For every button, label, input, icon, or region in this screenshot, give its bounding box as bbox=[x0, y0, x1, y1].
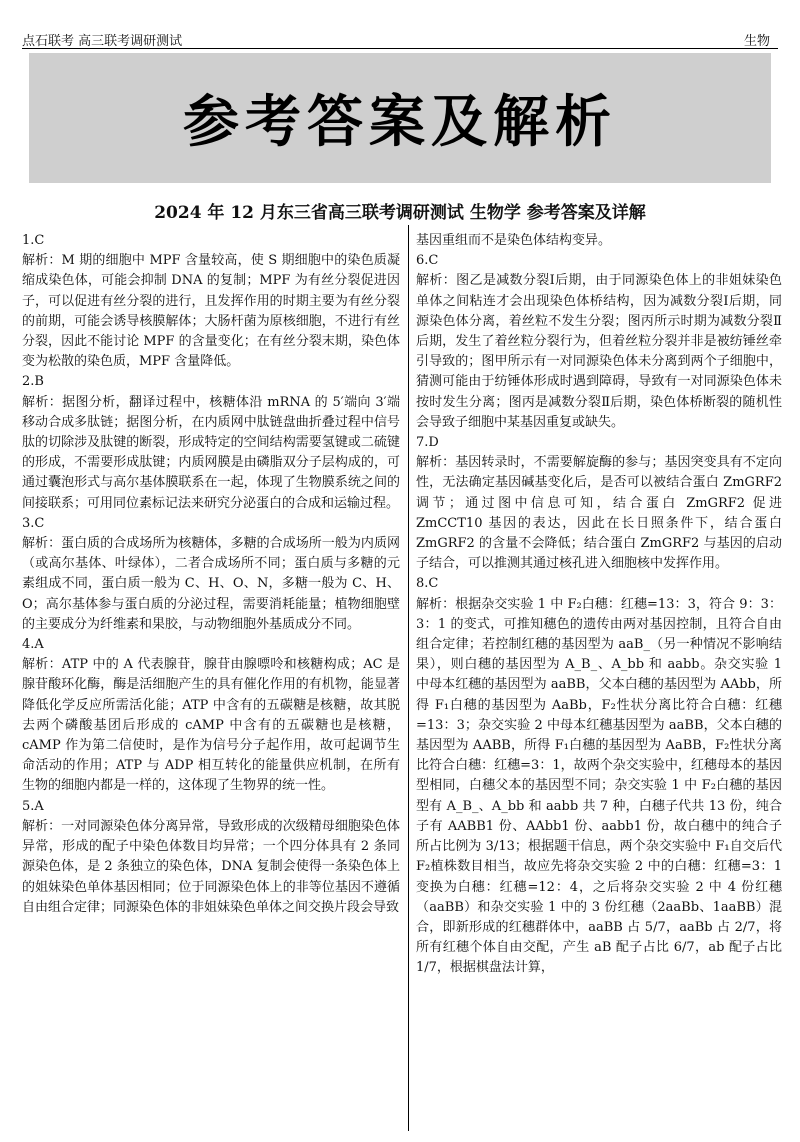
answer-label: 7.D bbox=[416, 435, 439, 451]
question-item bbox=[22, 372, 400, 513]
question-item bbox=[22, 635, 400, 797]
answer-label: 2.B bbox=[22, 374, 44, 390]
question-item bbox=[416, 574, 782, 978]
explanation-text: 解析：ATP 中的 A 代表腺苷，腺苷由腺嘌呤和核糖构成；AC 是腺苷酸环化酶，酶是活细胞产生的具有催化作用的有机物，能显著降低化学反应所需活化能；ATP 中含有的五碳糖是核糖，故其脱去两个磷酸基团后形成的 cAMP 中含有的五碳糖也是核糖，cAMP 作为第二信使时，是作为信号分子起作用，故可起调节生命活动的作用；ATP 与 ADP 相互转化的能量供应机制，在所有生物的细胞内都是一样的，这体现了生物界的统一性。 bbox=[22, 657, 400, 794]
answer-label: 5.A bbox=[22, 798, 44, 814]
explanation-text: 解析：据图分析，翻译过程中，核糖体沿 mRNA 的 5′端向 3′端移动合成多肽链；据图分析，在内质网中肽链盘曲折叠过程中信号肽的切除涉及肽键的断裂，形成特定的空间结构需要氢键或二硫键的形成，不需要形成肽键；内质网膜是由磷脂双分子层构成的，可通过囊泡形式与高尔基体膜联系在一起，体现了生物膜系统之间的间接联系；可用同位素标记法来研究分泌蛋白的合成和运输过程。 bbox=[22, 394, 400, 511]
left-column bbox=[22, 231, 400, 918]
question-item bbox=[416, 251, 782, 433]
answer-label: 3.C bbox=[22, 515, 45, 531]
answer-label: 4.A bbox=[22, 637, 44, 653]
explanation-text: 解析：一对同源染色体分离异常，导致形成的次级精母细胞染色体异常，形成的配子中染色体数目均异常；一个四分体具有 2 条同源染色体，是 2 条独立的染色体，DNA 复制会使得一条染色体上的姐妹染色单体基因相同；位于同源染色体上的非等位基因不遵循自由组合定律；同源染色体的非姐妹染色单体之间交换片段会导致 bbox=[22, 818, 400, 915]
question-item bbox=[416, 433, 782, 574]
page-header bbox=[22, 30, 778, 50]
question-item bbox=[22, 797, 400, 918]
right-column bbox=[416, 231, 782, 979]
explanation-text: 基因重组而不是染色体结构变异。 bbox=[416, 233, 612, 248]
answer-label: 8.C bbox=[416, 576, 439, 592]
header-exam-name: 点石联考 高三联考调研测试 bbox=[22, 34, 183, 49]
answer-label: 6.C bbox=[416, 253, 439, 269]
question-item bbox=[22, 514, 400, 635]
question-item bbox=[416, 231, 782, 251]
explanation-text: 解析：基因转录时，不需要解旋酶的参与；基因突变具有不定向性，无法确定基因碱基变化后，是否可以被结合蛋白 ZmGRF2 调节；通过图中信息可知，结合蛋白 ZmGRF2 促进 ZmCCT10 基因的表达，因此在长日照条件下，结合蛋白 ZmGRF2 的含量不会降低；结合蛋白 ZmGRF2 与基因的启动子结合，可以推测其通过核孔进入细胞核中发挥作用。 bbox=[416, 455, 782, 572]
explanation-text: 解析：蛋白质的合成场所为核糖体，多糖的合成场所一般为内质网（或高尔基体、叶绿体），二者合成场所不同；蛋白质与多糖的元素组成不同，蛋白质一般为 C、H、O、N，多糖一般为 C、H、O；高尔基体参与蛋白质的分泌过程，需要消耗能量；植物细胞壁的主要成分为纤维素和果胶，与动物细胞外基质成分不同。 bbox=[22, 536, 400, 632]
explanation-text: 解析：M 期的细胞中 MPF 含量较高，使 S 期细胞中的染色质凝缩成染色体，可能会抑制 DNA 的复制；MPF 为有丝分裂促进因子，可以促进有丝分裂的进行，且发挥作用的时期主要为有丝分裂的前期，可能会诱导核膜解体；大肠杆菌为原核细胞，不进行有丝分裂，因此不能讨论 MPF 的含量变化；在有丝分裂末期，染色体变为松散的染色质，MPF 含量降低。 bbox=[22, 253, 400, 370]
answer-label: 1.C bbox=[22, 233, 45, 248]
question-item bbox=[22, 231, 400, 372]
explanation-text: 解析：图乙是减数分裂Ⅰ后期，由于同源染色体上的非姐妹染色单体之间粘连才会出现染色体桥结构，因为减数分裂Ⅰ后期，同源染色体分离，着丝粒不发生分裂；图丙所示时期为减数分裂Ⅱ后期，发生了着丝粒分裂行为，但着丝粒分裂并非是被纺锤丝牵引导致的；图甲所示有一对同源染色体未分离到两个子细胞中，猜测可能由于纺锤体形成时遇到障碍，导致有一对同源染色体未按时发生分离；图丙是减数分裂Ⅱ后期，染色体桥断裂的随机性会导致子细胞中某基因重复或缺失。 bbox=[416, 273, 782, 430]
header-subject: 生物 bbox=[743, 34, 770, 49]
page-title: 2024 年 12 月东三省高三联考调研测试 生物学 参考答案及详解 bbox=[154, 203, 646, 223]
explanation-text: 解析：根据杂交实验 1 中 F₂白穗：红穗=13：3，符合 9：3：3：1 的变式，可推知穗色的遗传由两对基因控制，且符合自由组合定律；若控制红穗的基因型为 aaB_（另一种情况不影响结果），则白穗的基因型为 A_B_、A_bb 和 aabb。杂交实验 1 中母本红穗的基因型为 aaBB，父本白穗的基因型为 AAbb，所得 F₁白穗的基因型为 AaBb，F₂性状分离比符合白穗：红穗=13：3；杂交实验 2 中母本红穗基因型为 aaBB，父本白穗的基因型为 AABB，所得 F₁白穗的基因型为 AaBB，F₂性状分离比符合白穗：红穗=3：1，故两个杂交实验中，红穗母本的基因型相同，白穗父本的基因型不同；杂交实验 1 中 F₂白穗的基因型有 A_B_、A_bb 和 aabb 共 7 种，白穗子代共 13 份，纯合子有 AABB1 份、AAbb1 份、aabb1 份，故白穗中的纯合子所占比例为 3/13；根据题干信息，两个杂交实验中 F₁自交后代 F₂植株数目相当，故应先将杂交实验 2 中的白穗：红穗=3：1 变换为白穗：红穗=12：4，之后将杂交实验 2 中 4 份红穗（aaBB）和杂交实验 1 中的 3 份红穗（2aaBb、1aaBB）混合，即新形成的红穗群体中，aaBB 占 5/7，aaBb 占 2/7，将所有红穗个体自由交配，产生 aB 配子占比 6/7，ab 配子占比 1/7，根据棋盘法计算， bbox=[416, 596, 782, 976]
header-rule bbox=[22, 48, 778, 49]
answer-banner bbox=[29, 53, 771, 183]
column-divider bbox=[408, 225, 409, 1131]
banner-title: 参考答案及解析 bbox=[183, 89, 617, 155]
